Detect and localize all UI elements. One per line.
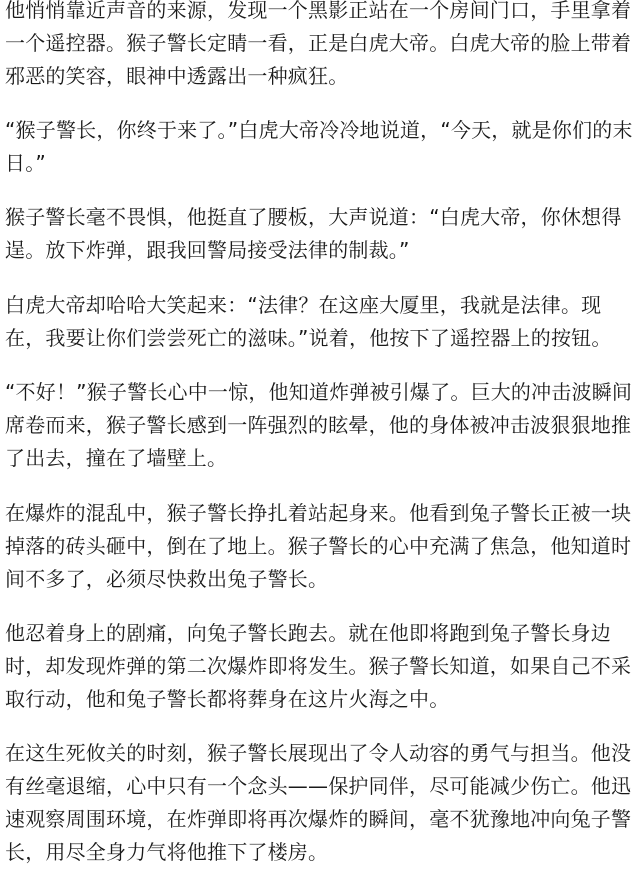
article-paragraph-2: “猴子警长，你终于来了。”白虎大帝冷冷地说道，“今天，就是你们的末日。” xyxy=(5,118,633,175)
article-paragraph-8: 在这生死攸关的时刻，猴子警长展现出了令人动容的勇气与担当。他没有丝毫退缩，心中只有一个念头——保护同伴，尽可能减少伤亡。他迅速观察周围环境，在炸弹即将再次爆炸的瞬间，毫不犹豫地冲向兔子警长，用尽全身力气将他推下了楼房。 xyxy=(5,741,632,864)
article-paragraph-7: 他忍着身上的剧痛，向兔子警长跑去。就在他即将跑到兔子警长身边时，却发现炸弹的第二次爆炸即将发生。猴子警长知道，如果自己不采取行动，他和兔子警长都将葬身在这片火海之中。 xyxy=(5,621,632,711)
article-paragraph-3: 猴子警长毫不畏惧，他挺直了腰板，大声说道：“白虎大帝，你休想得逞。放下炸弹，跟我回警局接受法律的制裁。” xyxy=(5,205,622,262)
article-paragraph-1: 他悄悄靠近声音的来源，发现一个黑影正站在一个房间门口，手里拿着一个遥控器。猴子警长定睛一看，正是白虎大帝。白虎大帝的脸上带着邪恶的笑容，眼神中透露出一种疯狂。 xyxy=(5,0,632,88)
article-paragraph-6: 在爆炸的混乱中，猴子警长挣扎着站起身来。他看到兔子警长正被一块掉落的砖头砸中，倒在了地上。猴子警长的心中充满了焦急，他知道时间不多了，必须尽快救出兔子警长。 xyxy=(5,501,632,591)
article-paragraph-4: 白虎大帝却哈哈大笑起来：“法律？在这座大厦里，我就是法律。现在，我要让你们尝尝死亡的滋味。”说着，他按下了遥控器上的按钮。 xyxy=(5,293,612,350)
article-paragraph-5: “不好！”猴子警长心中一惊，他知道炸弹被引爆了。巨大的冲击波瞬间席卷而来，猴子警长感到一阵强烈的眩晕，他的身体被冲击波狠狠地推了出去，撞在了墙壁上。 xyxy=(5,380,633,470)
